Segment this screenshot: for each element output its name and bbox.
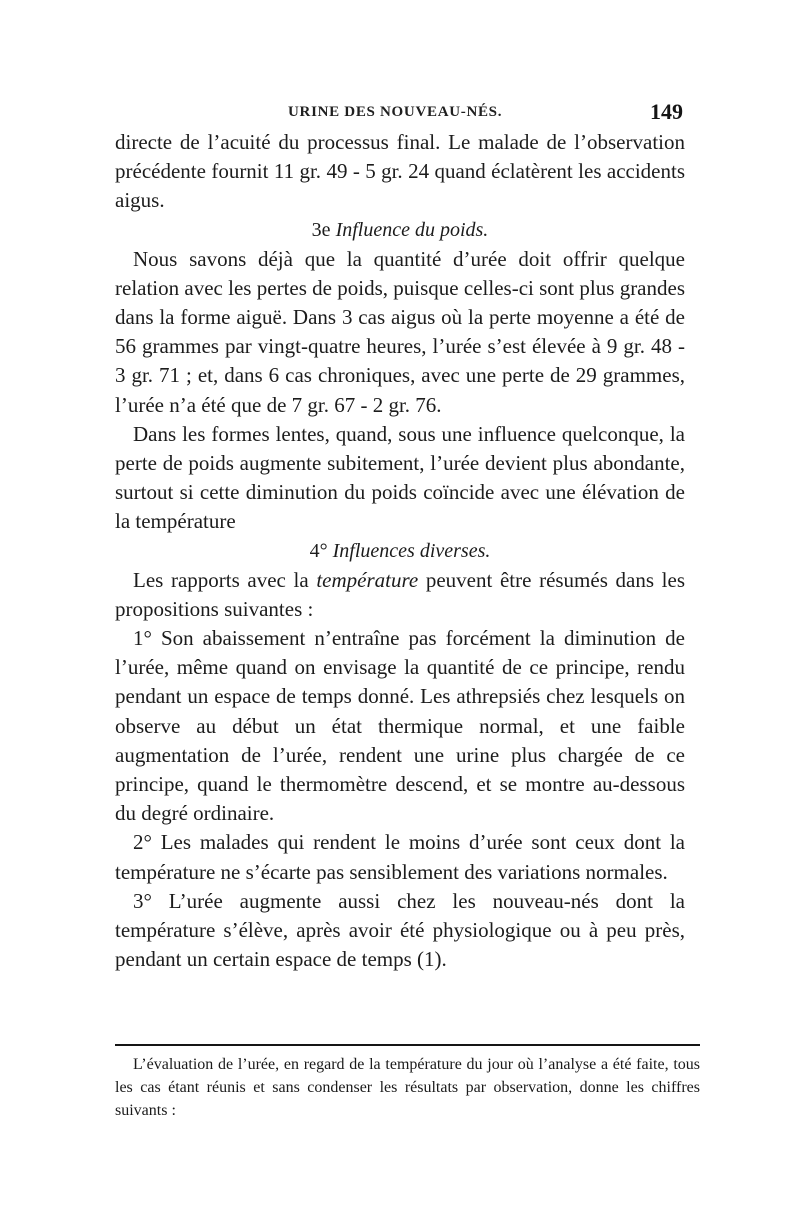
section-title-4: Influences diverses. bbox=[332, 539, 491, 562]
section-title-3: Influence du poids. bbox=[335, 218, 489, 241]
paragraph-temperature-intro bbox=[115, 566, 685, 624]
paragraph-poids-2: Dans les formes lentes, quand, sous une influence quelconque, la perte de poids augmente subitement, l’urée devient plus abondante, surtout si cette diminution du poids coïncide avec une élévation de la température bbox=[115, 421, 685, 534]
page-number: 149 bbox=[650, 99, 683, 124]
temp-intro-after: peuvent être résumés dans les propositions suivantes : bbox=[115, 567, 685, 621]
temp-intro-before: Les rapports avec la bbox=[133, 567, 309, 592]
footnote bbox=[115, 1053, 700, 1122]
running-title: URINE DES NOUVEAU-NÉS. bbox=[288, 104, 503, 120]
paragraph-poids-1: Nous savons déjà que la quantité d’urée doit offrir quelque relation avec les pertes de poids, puisque celles-ci sont plus grandes dans la forme aiguë. Dans 3 cas aigus où la perte moyenne a été de 56 grammes par vingt-quatre heures, l’urée s’est élevée à 9 gr. 48 - 3 gr. 71 ; et, dans 6 cas chroniques, avec une perte de 29 grammes, l’urée n’a été que de 7 gr. 67 - 2 gr. 76. bbox=[115, 246, 685, 417]
paragraph-proposition-1: 1° Son abaissement n’entraîne pas forcément la diminution de l’urée, même quand on envisage la quantité de ce principe, rendu pendant un espace de temps donné. Les athrepsiés chez lesquels on observe au début un état thermique normal, et une faible augmentation de l’urée, rendent une urine plus chargée de ce principe, quand le thermomètre descend, et se montre au-dessous du degré ordinaire. bbox=[115, 626, 685, 826]
section-heading-4 bbox=[115, 537, 685, 566]
paragraph-proposition-3: 3° L’urée augmente aussi chez les nouveau-nés dont la température s’élève, après avoir été physiologique ou à peu près, pendant un certain espace de temps (1). bbox=[115, 888, 685, 972]
section-number-3: 3e bbox=[311, 218, 331, 241]
page-header bbox=[115, 98, 685, 128]
footnote-rule bbox=[115, 1044, 700, 1046]
temp-intro-italic: température bbox=[316, 567, 419, 592]
section-number-4: 4° bbox=[309, 539, 328, 562]
section-heading-3 bbox=[115, 216, 685, 245]
paragraph-proposition-2: 2° Les malades qui rendent le moins d’urée sont ceux dont la température ne s’écarte pas sensiblement des variations normales. bbox=[115, 830, 685, 884]
main-text bbox=[115, 128, 685, 974]
footnote-text: L’évaluation de l’urée, en regard de la température du jour où l’analyse a été faite, tous les cas étant réunis et sans condenser les résultats par observation, donne les chiffres suivants : bbox=[115, 1056, 700, 1119]
paragraph-intro: directe de l’acuité du processus final. Le malade de l’observation précédente fournit 11 gr. 49 - 5 gr. 24 quand éclatèrent les accidents aigus. bbox=[115, 130, 685, 213]
